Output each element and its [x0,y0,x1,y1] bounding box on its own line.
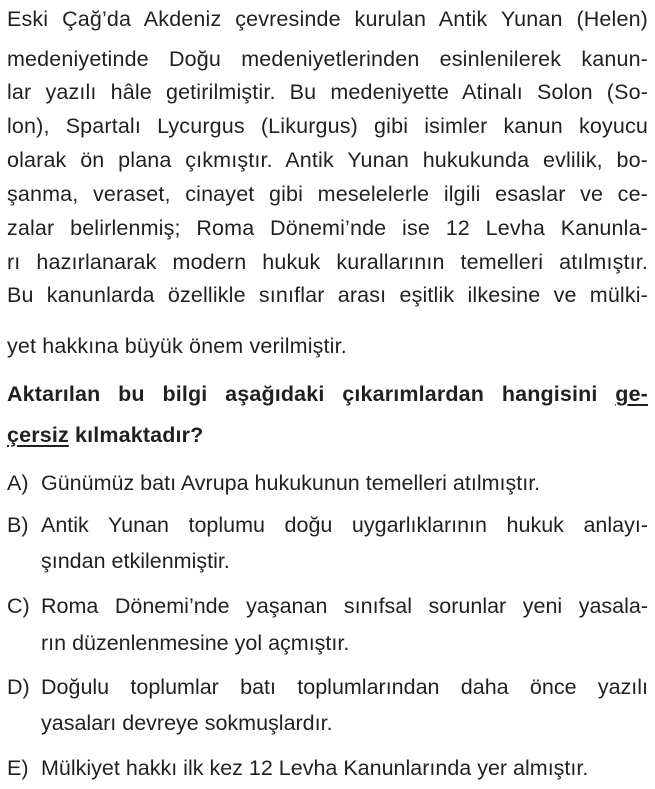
passage-line: Bu kanunlarda özellikle sınıflar arası eşitlik ilkesine ve mülki- [7,283,648,307]
option-letter: C) [7,594,30,618]
question-line [7,381,648,407]
option-letter: D) [7,675,30,699]
option-text: Doğulu toplumlar batı toplumlarından daha önce yazılı [41,675,648,699]
passage-line: medeniyetinde Doğu medeniyetlerinden esinlenilerek kanun- [7,47,648,71]
option-text: Antik Yunan toplumu doğu uygarlıklarının hukuk anlayı- [41,513,648,537]
question-text: Aktarılan bu bilgi aşağıdaki çıkarımlardan hangisini [7,382,616,406]
passage-line: yet hakkına büyük önem verilmiştir. [7,334,347,358]
passage-line: lar yazılı hâle getirilmiştir. Bu medeniyette Atinalı Solon (So- [7,80,648,104]
passage-line: lon), Spartalı Lycurgus (Likurgus) gibi isimler kanun koyucu [7,114,648,138]
passage-line: olarak ön plana çıkmıştır. Antik Yunan hukukunda evlilik, bo- [7,148,648,172]
option-text: rın düzenlenmesine yol açmıştır. [41,631,350,655]
question-text: kılmaktadır? [68,423,204,447]
option-b[interactable] [7,512,648,538]
option-c[interactable] [7,593,648,619]
option-letter: E) [7,756,29,780]
option-text: Günümüz batı Avrupa hukukunun temelleri atılmıştır. [41,471,541,495]
option-text: yasaları devreye sokmuşlardır. [41,711,333,735]
option-letter: A) [7,471,29,495]
passage-line: şanma, veraset, cinayet gibi meselelerle ilgili esaslar ve ce- [7,182,648,206]
passage-line: Eski Çağ’da Akdeniz çevresinde kurulan Antik Yunan (Helen) [7,7,648,31]
question-line [7,422,648,448]
option-text: şından etkilenmiştir. [41,549,230,573]
option-text: Mülkiyet hakkı ilk kez 12 Levha Kanunlarında yer almıştır. [41,756,589,780]
option-d[interactable] [7,674,648,700]
passage-line: zalar belirlenmiş; Roma Dönemi’nde ise 12 Levha Kanunla- [7,216,648,240]
question-emphasis: çersiz [7,423,69,447]
option-b-continuation[interactable] [7,548,648,574]
passage-line: rı hazırlanarak modern hukuk kurallarının temelleri atılmıştır. [7,250,648,274]
option-text: Roma Dönemi’nde yaşanan sınıfsal sorunlar yeni yasala- [41,594,648,618]
option-e[interactable] [7,755,648,781]
option-d-continuation[interactable] [7,710,648,736]
option-a[interactable] [7,470,648,496]
option-letter: B) [7,513,29,537]
question-emphasis: ge- [615,382,648,406]
option-c-continuation[interactable] [7,630,648,656]
